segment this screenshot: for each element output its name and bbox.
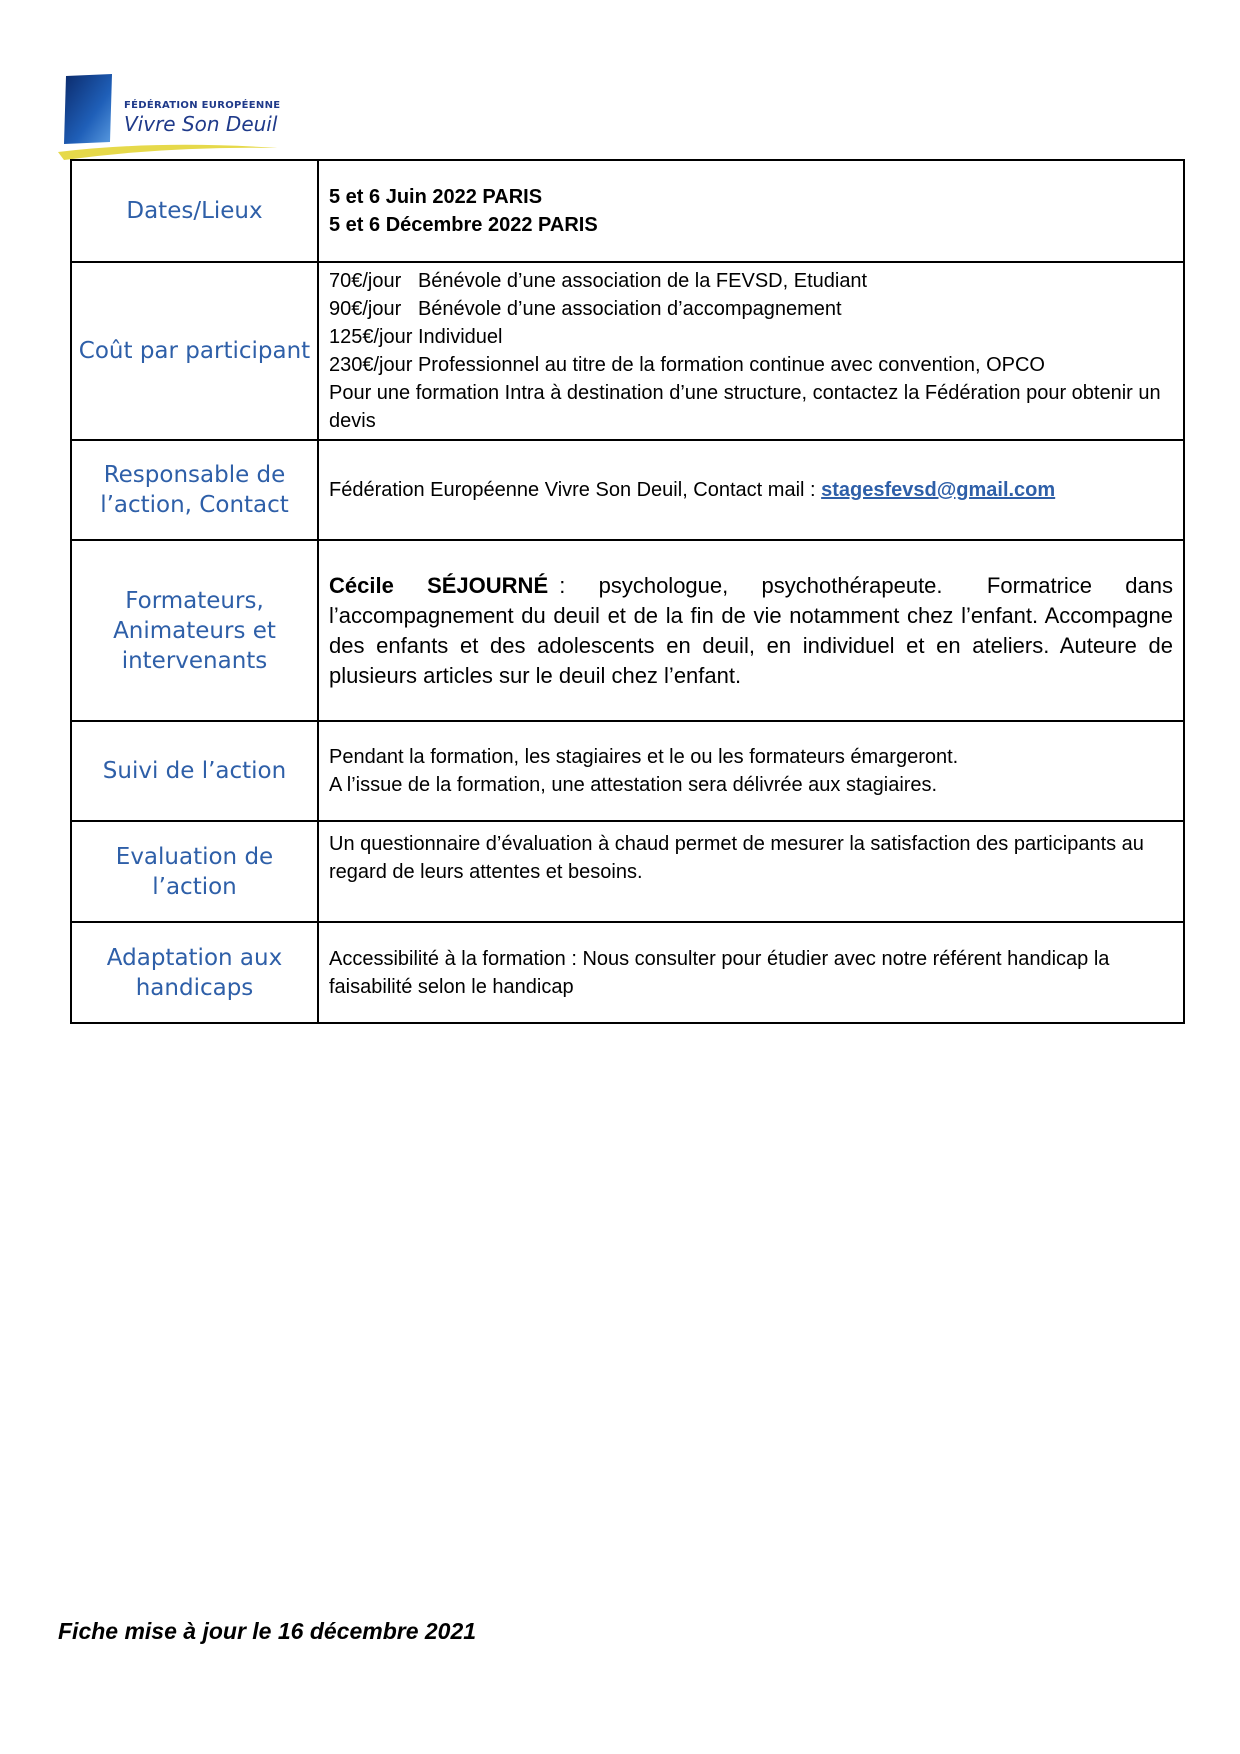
content-follow-up	[318, 721, 1184, 821]
row-cost	[71, 262, 1184, 440]
cost-line: 125€/jour Individuel	[329, 326, 503, 348]
evaluation-text: Un questionnaire d’évaluation à chaud permet de mesurer la satisfaction des participants au regard de leurs attentes et besoins.	[329, 833, 1144, 883]
info-table	[70, 159, 1185, 1024]
row-dates	[71, 160, 1184, 262]
label-trainers: Formateurs, Animateurs et intervenants	[71, 540, 318, 721]
trainer-text: : psychologue, psychothérapeute. Formatrice dans l’accompagnement du deuil et de la fin de vie notamment chez l’enfant. Accompagne des enfants et des adolescents en deuil, en individuel et en ateliers. Auteure de plusieurs articles sur le deuil chez l’enfant.	[329, 572, 1180, 688]
trainer-description	[329, 571, 1180, 691]
row-follow-up	[71, 721, 1184, 821]
contact-email-link[interactable]: stagesfevsd@gmail.com	[821, 479, 1056, 501]
accessibility-text: Accessibilité à la formation : Nous consulter pour étudier avec notre référent handicap la faisabilité selon le handicap	[329, 947, 1110, 998]
content-contact	[318, 440, 1184, 540]
label-dates: Dates/Lieux	[71, 160, 318, 262]
label-accessibility: Adaptation aux handicaps	[71, 922, 318, 1023]
content-dates	[318, 160, 1184, 262]
logo-line2: Vivre Son Deuil	[124, 112, 278, 136]
contact-text: Fédération Européenne Vivre Son Deuil, Contact mail :	[329, 479, 822, 501]
row-evaluation	[71, 821, 1184, 922]
cost-line: 70€/jour Bénévole d’une association de la FEVSD, Etudiant	[329, 270, 868, 292]
cost-line: 230€/jour Professionnel au titre de la formation continue avec convention, OPCO	[329, 354, 1045, 376]
content-trainers	[318, 540, 1184, 721]
label-contact: Responsable de l’action, Contact	[71, 440, 318, 540]
federation-logo	[58, 72, 288, 162]
date-line: 5 et 6 Juin 2022 PARIS	[329, 186, 543, 208]
content-cost	[318, 262, 1184, 440]
cost-line: 90€/jour Bénévole d’une association d’accompagnement	[329, 298, 842, 320]
row-trainers	[71, 540, 1184, 721]
date-line: 5 et 6 Décembre 2022 PARIS	[329, 214, 598, 236]
cost-line: Pour une formation Intra à destination d’une structure, contactez la Fédération pour obtenir un devis	[329, 382, 1161, 432]
follow-up-line: A l’issue de la formation, une attestation sera délivrée aux stagiaires.	[329, 774, 938, 796]
row-contact	[71, 440, 1184, 540]
content-evaluation	[318, 821, 1184, 922]
content-accessibility	[318, 922, 1184, 1023]
logo-line1: FÉDÉRATION EUROPÉENNE	[124, 100, 281, 111]
row-accessibility	[71, 922, 1184, 1023]
label-cost: Coût par participant	[71, 262, 318, 440]
trainer-name: Cécile SÉJOURNÉ	[329, 572, 549, 598]
label-follow-up: Suivi de l’action	[71, 721, 318, 821]
follow-up-line: Pendant la formation, les stagiaires et le ou les formateurs émargeront.	[329, 746, 959, 768]
label-evaluation: Evaluation de l’action	[71, 821, 318, 922]
update-date-footer: Fiche mise à jour le 16 décembre 2021	[58, 1618, 477, 1644]
